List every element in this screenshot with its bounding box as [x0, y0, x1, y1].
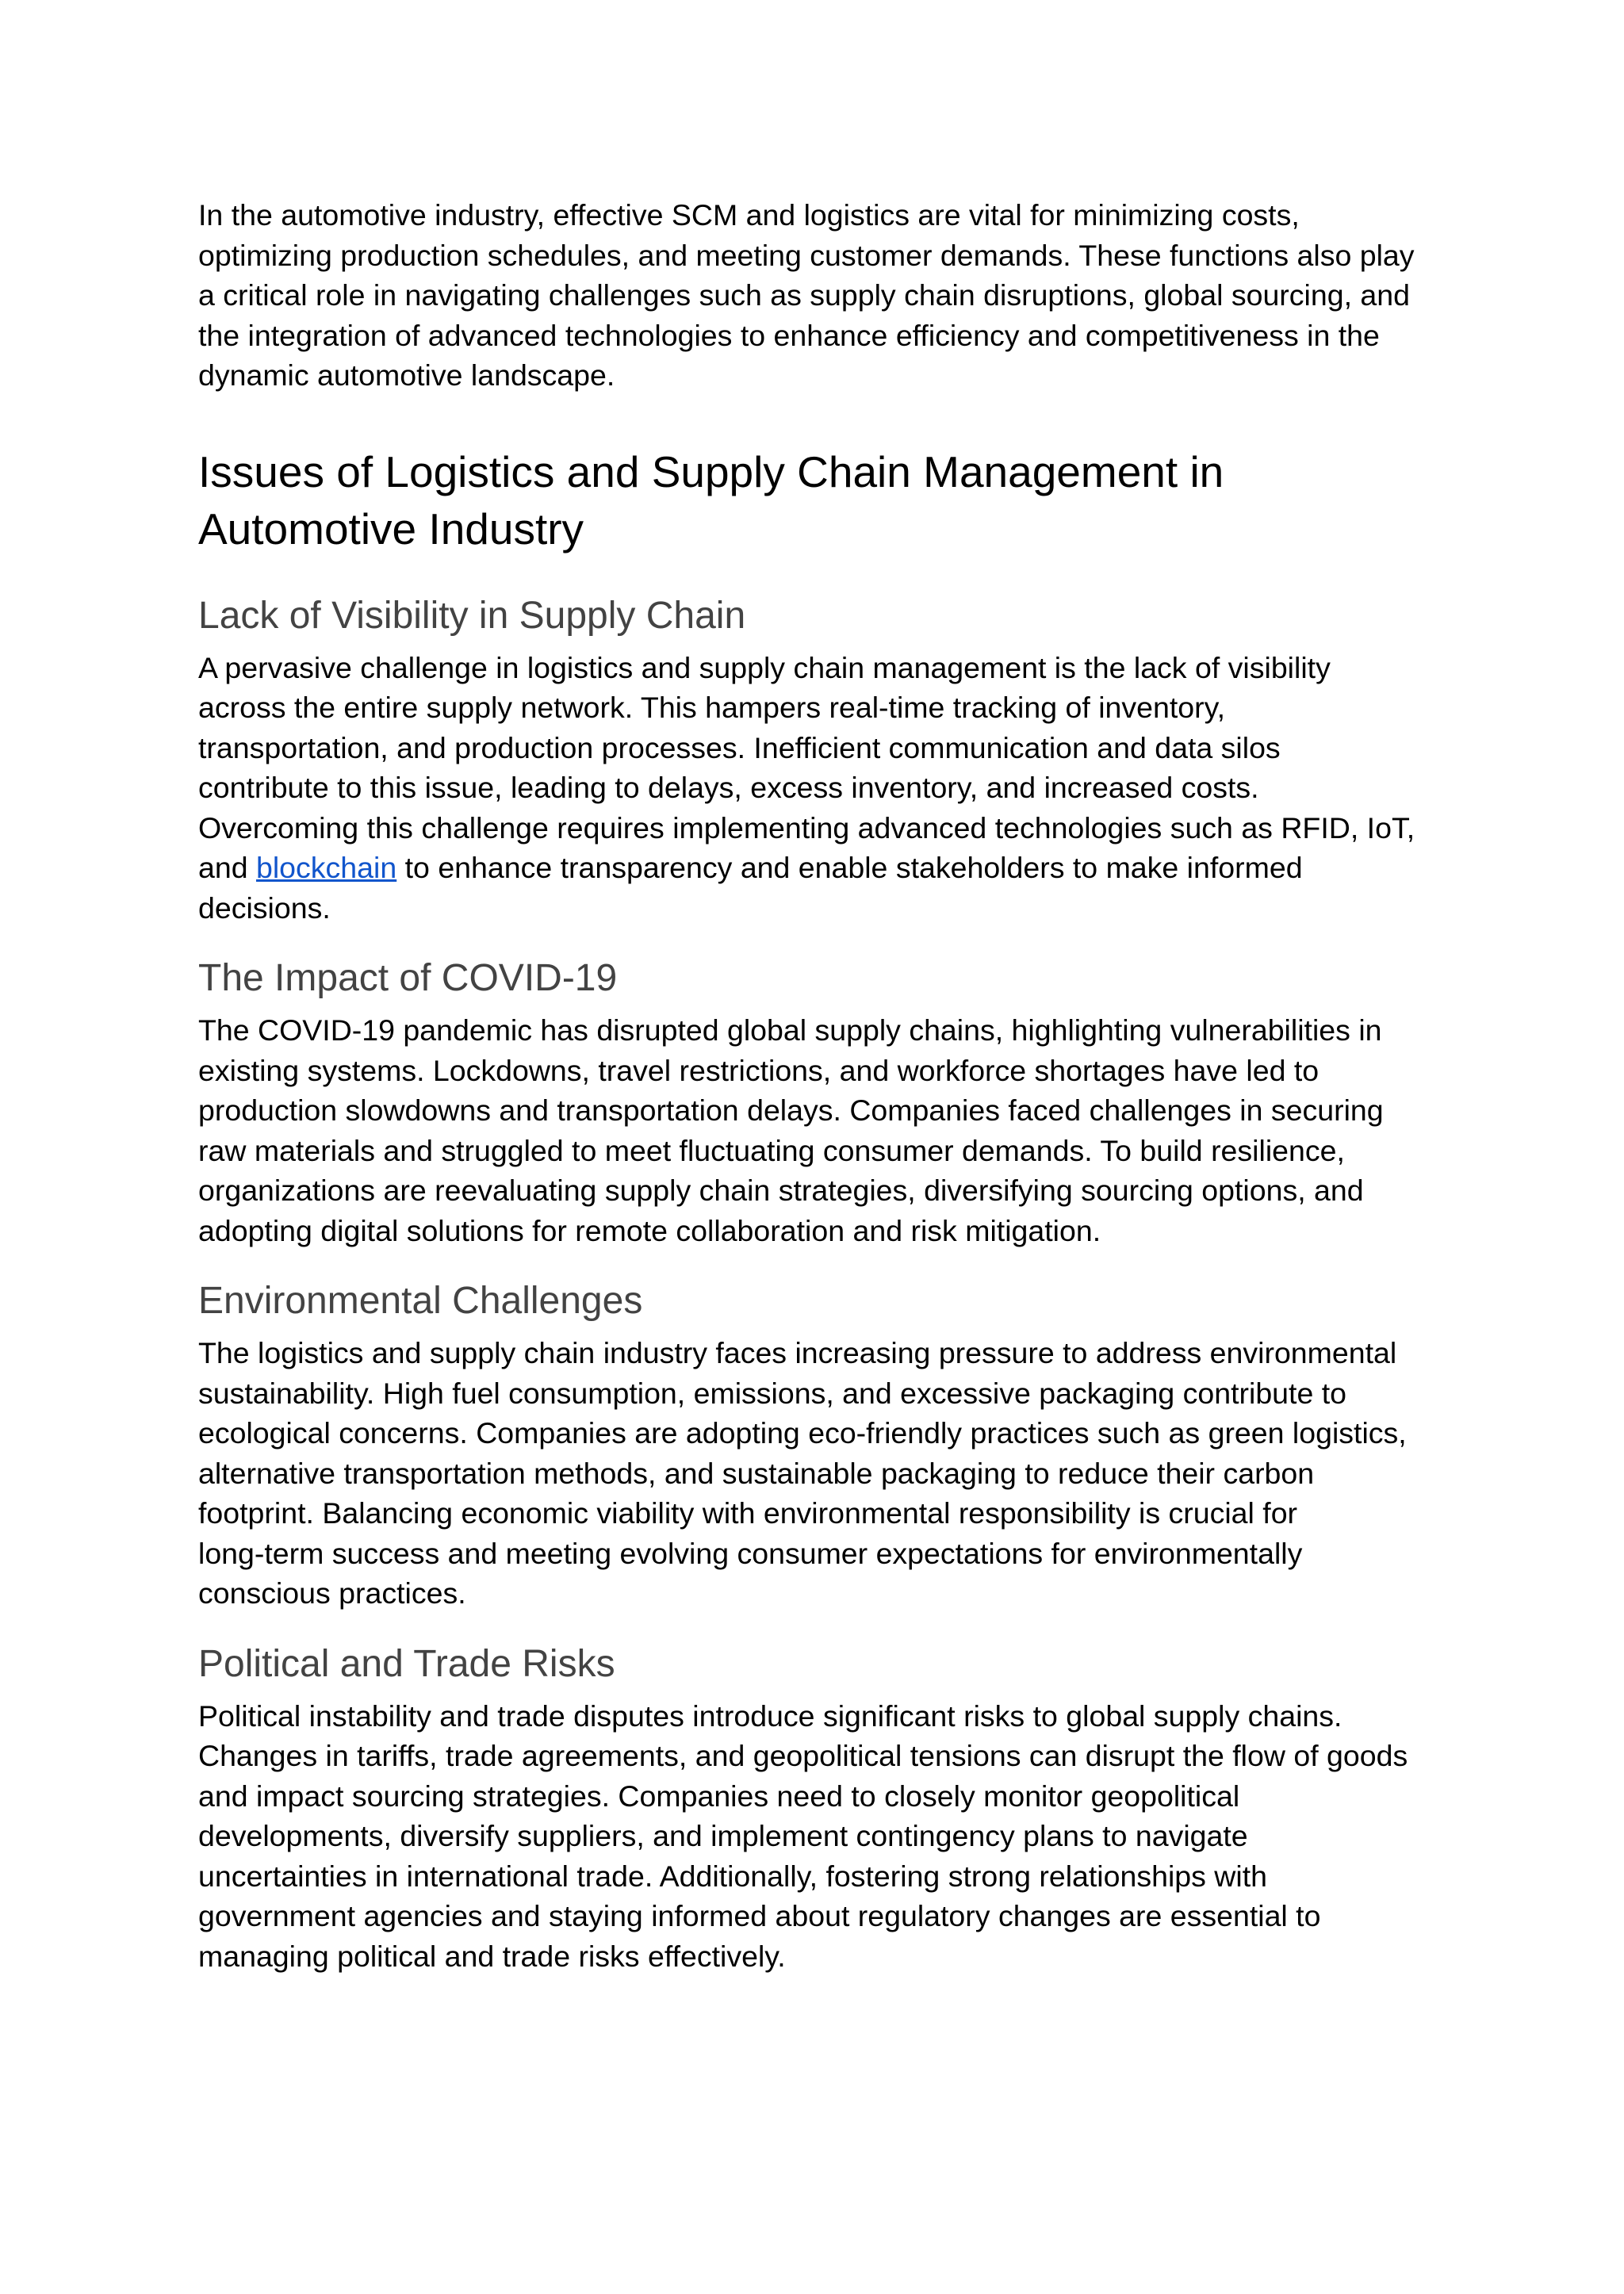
text-line: conscious practices.: [198, 1576, 466, 1610]
section-heading-political: Political and Trade Risks: [198, 1642, 615, 1685]
text-line: organizations are reevaluating supply chain strategies, diversifying sourcing options, and: [198, 1174, 1364, 1207]
section-heading-visibility: Lack of Visibility in Supply Chain: [198, 594, 746, 637]
intro-paragraph: [198, 195, 1443, 396]
text-line: raw materials and struggled to meet fluctuating consumer demands. To build resilience,: [198, 1133, 1345, 1167]
text-line: decisions.: [198, 890, 331, 925]
text-line: The logistics and supply chain industry faces increasing pressure to address environmental: [198, 1336, 1397, 1369]
text-line: uncertainties in international trade. Additionally, fostering strong relationships with: [198, 1859, 1267, 1893]
document-page: [198, 195, 1443, 1976]
text-line: production slowdowns and transportation delays. Companies faced challenges in securing: [198, 1093, 1384, 1127]
text-line: existing systems. Lockdowns, travel restrictions, and workforce shortages have led to: [198, 1053, 1320, 1087]
text-line: ecological concerns. Companies are adopting eco-friendly practices such as green logistics,: [198, 1416, 1407, 1450]
blockchain-link[interactable]: blockchain: [256, 851, 397, 884]
text-line: adopting digital solutions for remote collaboration and risk mitigation.: [198, 1213, 1101, 1247]
text-line: across the entire supply network. This hampers real-time tracking of inventory,: [198, 691, 1225, 724]
section-paragraph-covid: [198, 1010, 1443, 1250]
text-line: Overcoming this challenge requires implementing advanced technologies such as RFID, IoT,: [198, 810, 1415, 844]
text-line: The COVID-19 pandemic has disrupted global supply chains, highlighting vulnerabilities in: [198, 1013, 1382, 1047]
text-line: the integration of advanced technologies to enhance efficiency and competitiveness in the: [198, 318, 1380, 352]
text-line: government agencies and staying informed about regulatory changes are essential to: [198, 1899, 1321, 1932]
text-line: In the automotive industry, effective SCM and logistics are vital for minimizing costs,: [198, 198, 1300, 232]
text-line: dynamic automotive landscape.: [198, 358, 615, 392]
link-suffix-text: to enhance transparency and enable stakeholders to make informed: [396, 851, 1303, 884]
text-line: developments, diversify suppliers, and implement contingency plans to navigate: [198, 1819, 1248, 1852]
text-line: Political instability and trade disputes introduce significant risks to global supply chains.: [198, 1698, 1342, 1733]
text-line-with-link: [198, 848, 1443, 888]
section-heading-environmental: Environmental Challenges: [198, 1280, 643, 1322]
text-line: contribute to this issue, leading to delays, excess inventory, and increased costs.: [198, 771, 1259, 804]
section-paragraph-political: [198, 1696, 1443, 1977]
section-paragraph-visibility: [198, 648, 1443, 929]
heading-line: Issues of Logistics and Supply Chain Management in: [198, 446, 1224, 496]
main-heading: [198, 443, 1443, 557]
text-line: Changes in tariffs, trade agreements, and geopolitical tensions can disrupt the flow of goods: [198, 1739, 1408, 1772]
section-heading-covid: The Impact of COVID-19: [198, 957, 618, 999]
section-paragraph-environmental: [198, 1333, 1443, 1614]
text-line: footprint. Balancing economic viability with environmental responsibility is crucial for: [198, 1496, 1298, 1530]
text-line: and impact sourcing strategies. Companies need to closely monitor geopolitical: [198, 1779, 1240, 1813]
heading-line: Automotive Industry: [198, 504, 584, 553]
text-line: sustainability. High fuel consumption, emissions, and excessive packaging contribute to: [198, 1376, 1346, 1410]
text-line: alternative transportation methods, and sustainable packaging to reduce their carbon: [198, 1456, 1315, 1490]
text-line: long-term success and meeting evolving consumer expectations for environmentally: [198, 1536, 1303, 1570]
text-line: A pervasive challenge in logistics and supply chain management is the lack of visibility: [198, 650, 1331, 684]
link-prefix-text: and: [198, 851, 256, 884]
text-line: managing political and trade risks effectively.: [198, 1939, 786, 1973]
text-line: optimizing production schedules, and meeting customer demands. These functions also play: [198, 238, 1415, 272]
text-line: a critical role in navigating challenges such as supply chain disruptions, global sourcing, and: [198, 278, 1410, 312]
text-line: transportation, and production processes. Inefficient communication and data silos: [198, 730, 1281, 764]
